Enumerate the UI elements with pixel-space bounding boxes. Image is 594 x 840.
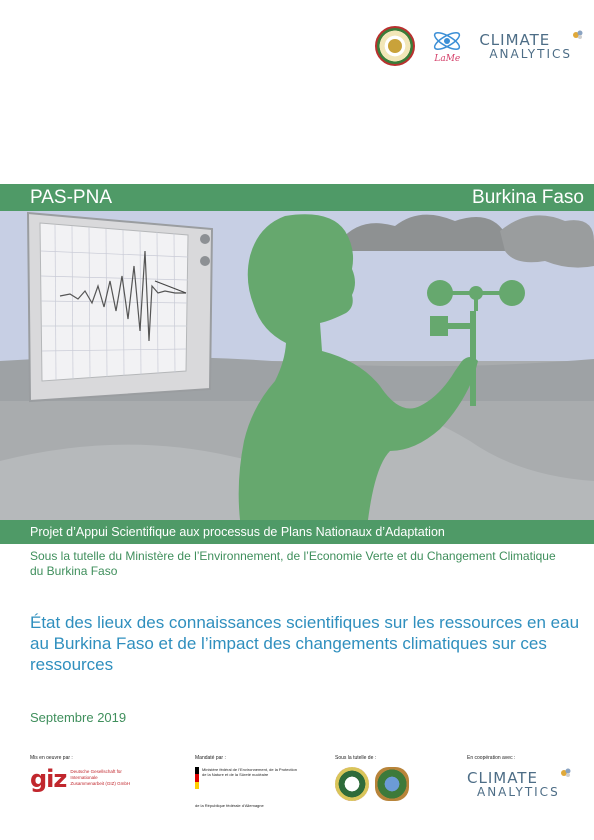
partner-tutelle <box>335 755 409 801</box>
lame-logo-text: LaMe <box>434 54 461 64</box>
giz-full-name: Deutsche Gesellschaft für Internationale Zusammenarbeit (GIZ) GmbH <box>70 769 131 786</box>
banner-country: Burkina Faso <box>472 186 584 208</box>
climate-analytics-line1: CLIMATE <box>479 30 551 49</box>
ministry-name: Ministère fédéral de l’Environnement, de la Protection de la Nature et de la Sûreté nucléaire <box>202 767 297 777</box>
lame-logo <box>429 28 465 64</box>
burkina-coat-of-arms-logo <box>335 767 369 801</box>
cover-illustration <box>0 211 594 520</box>
partner-bmz <box>195 755 302 808</box>
partner-logos <box>0 755 594 825</box>
implemented-by-label: Mis en oeuvre par : <box>30 755 73 761</box>
climate-analytics-line2: ANALYTICS <box>489 46 572 61</box>
project-strip <box>0 520 594 544</box>
german-flag-icon <box>195 767 199 789</box>
giz-logo: giz <box>30 765 67 793</box>
mandated-by-label: Mandaté par : <box>195 755 226 761</box>
partner-giz <box>30 755 130 791</box>
ministry-tutelle-text: Sous la tutelle du Ministère de l’Environnement, de l’Economie Verte et du Changement Climatique du Burkina Faso <box>30 549 556 578</box>
anemometer-cup <box>499 280 525 306</box>
project-name: Projet d’Appui Scientifique aux processus de Plans Nationaux d’Adaptation <box>30 525 445 539</box>
publication-date: Septembre 2019 <box>30 710 127 725</box>
lame-atom-icon <box>429 28 465 54</box>
partner-climate-analytics <box>467 755 560 798</box>
anemometer-cup <box>427 280 453 306</box>
climate-analytics-dot-icon <box>560 767 572 779</box>
climate-analytics-line1: CLIMATE <box>467 769 538 787</box>
climate-analytics-logo <box>479 30 572 61</box>
document-title: État des lieux des connaissances scientifiques sur les ressources en eau au Burkina Faso et de l’impact des changements climatiques sur ces ressources <box>30 613 580 674</box>
cover-illustration-svg <box>0 211 594 520</box>
ministry-environment-logo <box>375 767 409 801</box>
under-supervision-label: Sous la tutelle de : <box>335 755 377 761</box>
climate-analytics-line2: ANALYTICS <box>477 785 560 799</box>
header-logos <box>375 18 572 74</box>
climate-analytics-dot-icon <box>572 29 584 41</box>
climate-analytics-logo <box>467 771 560 798</box>
banner-project-acronym: PAS-PNA <box>30 186 113 208</box>
burkina-coat-of-arms-logo <box>375 26 415 66</box>
in-cooperation-label: En coopération avec : <box>467 755 516 761</box>
title-banner <box>0 184 594 211</box>
ministry-country: de la République fédérale d’Allemagne <box>195 803 264 808</box>
